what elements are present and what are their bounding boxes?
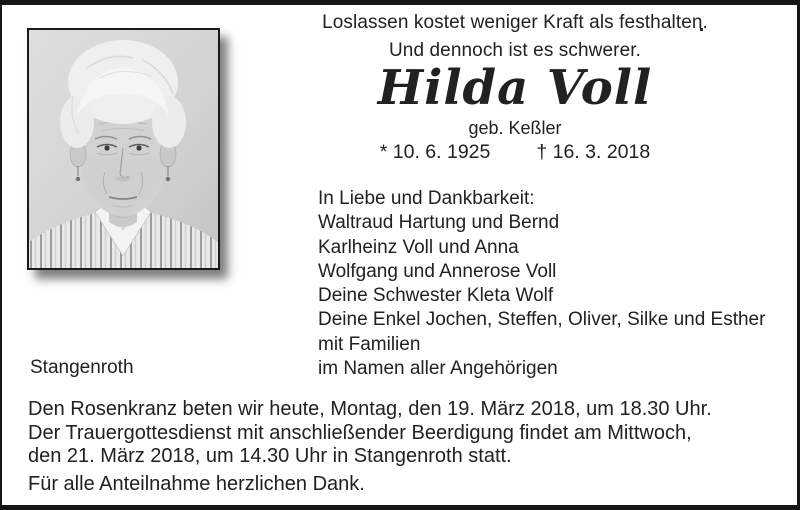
epigraph-line-2: Und dennoch ist es schwerer. bbox=[388, 40, 642, 61]
thanks-line: Für alle Anteilnahme herzlichen Dank. bbox=[28, 473, 365, 495]
family-line: In Liebe und Dankbarkeit: bbox=[318, 188, 535, 209]
family-line: Deine Schwester Kleta Wolf bbox=[318, 285, 554, 307]
epigraph-line-1: Loslassen kostet weniger Kraft als festhalten. bbox=[322, 12, 708, 33]
maiden-name: geb. Keßler bbox=[468, 118, 562, 138]
deceased-name: Hilda Voll bbox=[377, 60, 653, 116]
family-line: Wolfgang und Annerose Voll bbox=[318, 260, 557, 282]
schedule-line: den 21. März 2018, um 14.30 Uhr in Stangenroth statt. bbox=[28, 445, 512, 467]
family-line: Karlheinz Voll und Anna bbox=[318, 236, 519, 258]
family-list bbox=[318, 187, 765, 381]
epigraph bbox=[315, 9, 715, 65]
place-name: Stangenroth bbox=[30, 357, 134, 378]
family-line: im Namen aller Angehörigen bbox=[318, 358, 558, 380]
schedule-line: Den Rosenkranz beten wir heute, Montag, den 19. März 2018, um 18.30 Uhr. bbox=[28, 398, 712, 420]
schedule-text bbox=[28, 398, 712, 469]
birth-date: * 10. 6. 1925 bbox=[379, 141, 491, 163]
frame-border-left bbox=[0, 0, 2, 510]
schedule-line: Der Trauergottesdienst mit anschließender Beerdigung findet am Mittwoch, bbox=[28, 421, 692, 444]
portrait-photo bbox=[27, 28, 220, 270]
frame-border-bottom bbox=[0, 505, 800, 510]
family-line: Waltraud Hartung und Bernd bbox=[318, 212, 560, 234]
frame-border-top bbox=[0, 0, 800, 5]
life-dates bbox=[315, 140, 715, 164]
portrait-photo-image bbox=[29, 30, 218, 268]
family-line: mit Familien bbox=[318, 333, 421, 355]
family-line: Deine Enkel Jochen, Steffen, Oliver, Silke und Esther bbox=[318, 309, 766, 331]
death-date: † 16. 3. 2018 bbox=[536, 141, 651, 163]
